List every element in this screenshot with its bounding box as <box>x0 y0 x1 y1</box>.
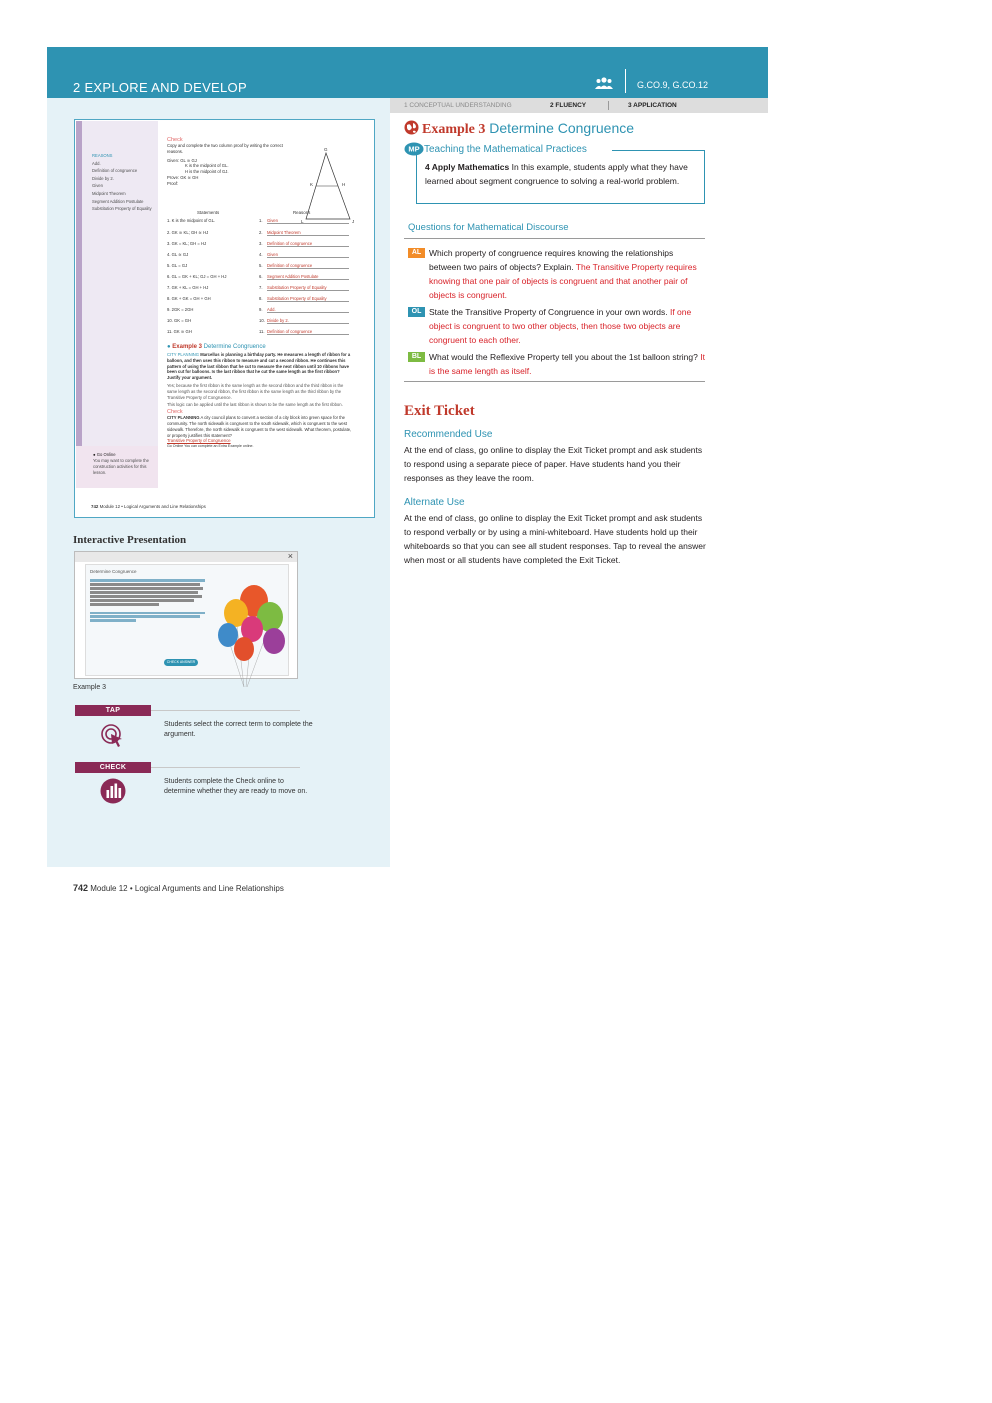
discourse-bottom-rule <box>404 381 705 382</box>
proof-row: 7. GK + KL = GH + HJ 7. Substitution Property of Equality <box>167 285 349 295</box>
check-label: CHECK <box>75 762 151 773</box>
svg-text:MP: MP <box>408 144 420 154</box>
proof-row: 10. GK = GH 10. Divide by 2. <box>167 318 349 328</box>
reason-item: Add. <box>92 160 101 166</box>
presentation-content <box>85 564 289 676</box>
interactive-caption: Example 3 <box>73 684 107 691</box>
bl-badge: BL <box>408 352 425 362</box>
window-titlebar <box>75 552 297 562</box>
example-title: Determine Congruence <box>489 120 635 136</box>
footer-text: Module 12 • Logical Arguments and Line Relationships <box>90 884 284 893</box>
reason-item: Midpoint Theorem <box>92 190 126 196</box>
vertex-label: K <box>310 182 314 187</box>
alternate-use-title: Alternate Use <box>404 497 465 508</box>
section-header <box>47 47 768 98</box>
reason-item: Segment Addition Postulate <box>92 198 144 204</box>
proof-row: 6. GL = GK + KL; GJ = GH + HJ 6. Segment Addition Postulate <box>167 274 349 284</box>
tab-divider <box>608 101 609 110</box>
thumbnail-example-3 <box>167 344 352 449</box>
vertex-label: G <box>324 147 328 152</box>
go-online-label: Go Online <box>96 452 116 457</box>
proof-row: 3. GK = KL; GH = HJ 3. Definition of congruence <box>167 241 349 251</box>
close-icon[interactable]: × <box>287 551 293 561</box>
bar-chart-icon <box>100 778 126 804</box>
question-ol: State the Transitive Property of Congruence in your own words. If one object is congruent to two other objects, then those two objects are congruent to each other. <box>429 307 692 345</box>
mp-title: Teaching the Mathematical Practices <box>424 144 591 155</box>
discourse-rule <box>404 238 705 239</box>
tab-application[interactable]: 3 APPLICATION <box>628 102 677 109</box>
check-label: Check <box>167 137 183 143</box>
globe-icon <box>404 120 419 135</box>
check-description: Students complete the Check online to determine whether they are ready to move on. <box>164 778 308 795</box>
ol-badge: OL <box>408 307 425 317</box>
reason-item: Definition of congruence <box>92 168 138 174</box>
go-online-text: You may want to complete the construction activities for this lesson. <box>93 458 149 475</box>
student-page-thumbnail[interactable] <box>74 119 375 518</box>
reasons-bank <box>92 152 154 213</box>
statements-header: Statements <box>197 210 220 215</box>
page-number: 742 <box>73 883 89 893</box>
check-divider <box>151 767 300 768</box>
group-icon <box>595 76 613 90</box>
proof-row: 8. GK + GK = GH + GH 8. Substitution Property of Equality <box>167 296 349 306</box>
given-line-3: H is the midpoint of GJ. <box>185 169 229 175</box>
proof-row: 9. 2GK = 2GH 9. Add. <box>167 307 349 317</box>
go-online-note: Go Online You can complete an Extra Example online. <box>167 444 254 449</box>
alternate-use-text: At the end of class, go online to display the Exit Ticket prompt and ask students to respond verbally or by using a mini-whiteboard. Have students hold up their whiteboards so that you can see all student responses. Tap to reveal the answer when most or all students have completed the Exit Ticket. <box>404 513 706 565</box>
proof-row: 1. K is the midpoint of GL. 1. Given <box>167 218 349 228</box>
thumbnail-example-heading: ● Example 3 Determine Congruence <box>167 344 266 350</box>
prove-line: Prove: GK ≅ GH <box>167 174 199 180</box>
interactive-presentation-title: Interactive Presentation <box>73 534 187 546</box>
vertex-label: H <box>342 182 346 187</box>
tab-fluency[interactable]: 2 FLUENCY <box>550 102 587 109</box>
tap-icon <box>100 723 126 749</box>
globe-icon: ● <box>167 344 171 350</box>
recommended-use-text: At the end of class, go online to display the Exit Ticket prompt and ask students to respond using a separate piece of paper. Have students hand you their responses as they leave the room. <box>404 445 703 483</box>
thumbnail-problem: CITY PLANNING Marcellus is planning a birthday party. He measures a length of ribbon for a balloon, and then uses this ribbon to measure and cut a second ribbon. He continues this pattern of using the last ribbon that he cut to measure the next ribbon until 10 ribbons have been cut for balloons. Is the last ribbon that he cut the same length as the first ribbon? Justify your argument. <box>167 352 351 381</box>
presentation-text-lines <box>90 579 205 623</box>
tap-label: TAP <box>75 705 151 716</box>
thumbnail-logic: This logic can be applied until the last ribbon is shown to be the same length as the first ribbon. <box>167 402 343 408</box>
go-online-text-block <box>93 452 153 476</box>
vertex-label: L <box>301 219 304 224</box>
mp-top-rule <box>612 150 705 151</box>
check2-answer: Transitive Property of Congruence <box>167 438 231 444</box>
header-divider <box>625 69 626 93</box>
proof-row: 5. GL = GJ 5. Definition of congruence <box>167 263 349 273</box>
example-number: Example 3 <box>422 122 486 137</box>
interactive-presentation-screen[interactable] <box>74 551 298 679</box>
given-line-2: K is the midpoint of GL. <box>185 163 229 169</box>
recommended-use-title: Recommended Use <box>404 429 493 440</box>
check-intro: Copy and complete the two column proof by writing the correct reasons. <box>167 143 283 154</box>
thumbnail-footer: 742 Module 12 • Logical Arguments and Line Relationships <box>91 504 206 509</box>
proof-row: 11. GK ≅ GH 11. Definition of congruence <box>167 329 349 339</box>
presentation-heading: Determine Congruence <box>90 569 137 574</box>
thumbnail-sidebar-bar <box>76 121 82 487</box>
given-line: Given: GL ≅ GJ <box>167 157 197 163</box>
tab-conceptual-understanding[interactable]: 1 CONCEPTUAL UNDERSTANDING <box>404 102 512 109</box>
exit-ticket-title: Exit Ticket <box>404 403 475 419</box>
check-answer-button[interactable]: CHECK ANSWER <box>164 659 198 666</box>
check-label-2: Check <box>167 409 183 416</box>
tap-description: Students select the correct term to complete the argument. <box>164 721 313 738</box>
question-bl: What would the Reflexive Property tell you about the 1st balloon string? It is the same length as itself. <box>429 352 705 376</box>
example-3-heading <box>404 120 634 138</box>
reasons-header: Reasons <box>293 210 311 215</box>
reasons-label: REASONS <box>92 153 113 158</box>
reason-item: Given <box>92 183 103 189</box>
proof-row: 4. GL ≅ GJ 4. Given <box>167 252 349 262</box>
page-footer <box>73 883 284 893</box>
standards-code: G.CO.9, G.CO.12 <box>637 80 709 90</box>
proof-label: Proof: <box>167 180 179 186</box>
tap-divider <box>151 710 300 711</box>
balloons-image <box>214 577 290 689</box>
al-badge: AL <box>408 248 425 258</box>
thumbnail-answer: Yes; because the first ribbon is the same length as the second ribbon and the third ribbon is the same length as the second ribbon, the first ribbon is the same length as the third ribbon by the Transitive Property of Congruence. <box>167 382 344 400</box>
vertex-label: J <box>352 219 355 224</box>
proof-row: 2. GK ≅ KL; GH ≅ HJ 2. Midpoint Theorem <box>167 230 349 240</box>
check2-text: CITY PLANNING A city council plans to convert a section of a city block into green space for the community. The north sidewalk is congruent to the south sidewalk, which is congruent to the west sidewalk. Therefore, the north sidewalk is congruent to the west sidewalk. What theorem, postulate, or property justifies this statement? <box>167 415 352 438</box>
discourse-title: Questions for Mathematical Discourse <box>408 222 569 233</box>
go-online-icon: ● <box>93 452 96 457</box>
mp-badge-icon <box>404 142 424 156</box>
section-title: 2 EXPLORE AND DEVELOP <box>73 80 247 95</box>
question-al: Which property of congruence requires knowing the relationships between two pairs of objects? Explain. The Transitive Property requires knowing that one pair of objects is congruent and that another pair of objects is congruent. <box>429 248 697 300</box>
mp-text: 4 Apply Mathematics In this example, students apply what they have learned about segment congruence to solving a real-world problem. <box>425 162 688 186</box>
reason-item: Divide by 2. <box>92 175 114 181</box>
reason-item: Substitution Property of Equality <box>92 206 152 212</box>
rigor-tabs <box>390 98 768 113</box>
